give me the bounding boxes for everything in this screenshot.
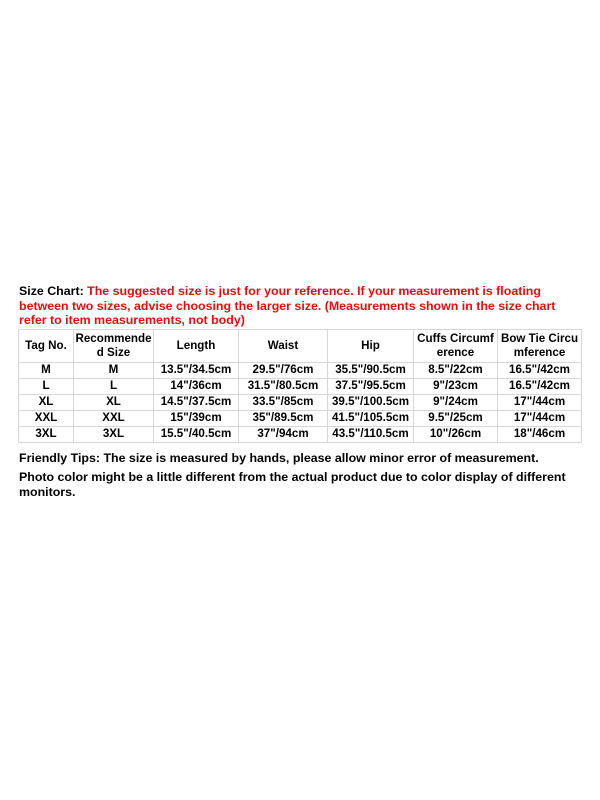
cell-bow-tie: 17"/44cm [498, 410, 582, 426]
cell-recommended-size: XXL [74, 410, 154, 426]
cell-tag-no: L [19, 378, 74, 394]
cell-length: 15"/39cm [154, 410, 239, 426]
cell-recommended-size: 3XL [74, 426, 154, 442]
cell-hip: 37.5"/95.5cm [328, 378, 414, 394]
cell-length: 13.5"/34.5cm [154, 362, 239, 378]
table-row [19, 426, 582, 442]
cell-recommended-size: M [74, 362, 154, 378]
cell-waist: 37"/94cm [239, 426, 328, 442]
cell-hip: 35.5"/90.5cm [328, 362, 414, 378]
size-chart-note: The suggested size is just for your reference. If your measurement is floating between two sizes, advise choosing the larger size. (Measurements shown in the size chart refer to item measurements, not body) [19, 284, 556, 327]
header-length: Length [154, 329, 239, 362]
cell-tag-no: XL [19, 394, 74, 410]
size-chart-intro [19, 284, 583, 328]
cell-waist: 33.5"/85cm [239, 394, 328, 410]
size-table [18, 329, 582, 443]
friendly-tips: Friendly Tips: The size is measured by hands, please allow minor error of measurement. [19, 450, 539, 465]
cell-hip: 43.5"/110.5cm [328, 426, 414, 442]
size-table-header-row [19, 329, 582, 362]
table-row [19, 362, 582, 378]
header-recommended-size: Recommended Size [74, 329, 154, 362]
cell-bow-tie: 16.5"/42cm [498, 362, 582, 378]
cell-cuffs: 10"/26cm [414, 426, 498, 442]
cell-recommended-size: XL [74, 394, 154, 410]
cell-length: 14.5"/37.5cm [154, 394, 239, 410]
cell-hip: 41.5"/105.5cm [328, 410, 414, 426]
cell-tag-no: XXL [19, 410, 74, 426]
header-waist: Waist [239, 329, 328, 362]
cell-bow-tie: 16.5"/42cm [498, 378, 582, 394]
cell-waist: 31.5"/80.5cm [239, 378, 328, 394]
cell-hip: 39.5"/100.5cm [328, 394, 414, 410]
header-tag-no: Tag No. [19, 329, 74, 362]
size-chart-document [19, 284, 583, 504]
cell-bow-tie: 18"/46cm [498, 426, 582, 442]
size-chart-label: Size Chart: [19, 284, 84, 298]
table-row [19, 394, 582, 410]
header-hip: Hip [328, 329, 414, 362]
table-row [19, 410, 582, 426]
tips-section [19, 451, 583, 500]
table-row [19, 378, 582, 394]
cell-waist: 35"/89.5cm [239, 410, 328, 426]
cell-cuffs: 9"/23cm [414, 378, 498, 394]
header-bow-tie-circumference: Bow Tie Circumference [498, 329, 582, 362]
cell-bow-tie: 17"/44cm [498, 394, 582, 410]
cell-cuffs: 9"/24cm [414, 394, 498, 410]
cell-length: 14"/36cm [154, 378, 239, 394]
header-cuffs-circumference: Cuffs Circumference [414, 329, 498, 362]
cell-recommended-size: L [74, 378, 154, 394]
cell-tag-no: M [19, 362, 74, 378]
photo-color-note: Photo color might be a little different from the actual product due to color display of different monitors. [19, 470, 566, 499]
cell-waist: 29.5"/76cm [239, 362, 328, 378]
cell-tag-no: 3XL [19, 426, 74, 442]
cell-cuffs: 9.5"/25cm [414, 410, 498, 426]
cell-length: 15.5"/40.5cm [154, 426, 239, 442]
cell-cuffs: 8.5"/22cm [414, 362, 498, 378]
